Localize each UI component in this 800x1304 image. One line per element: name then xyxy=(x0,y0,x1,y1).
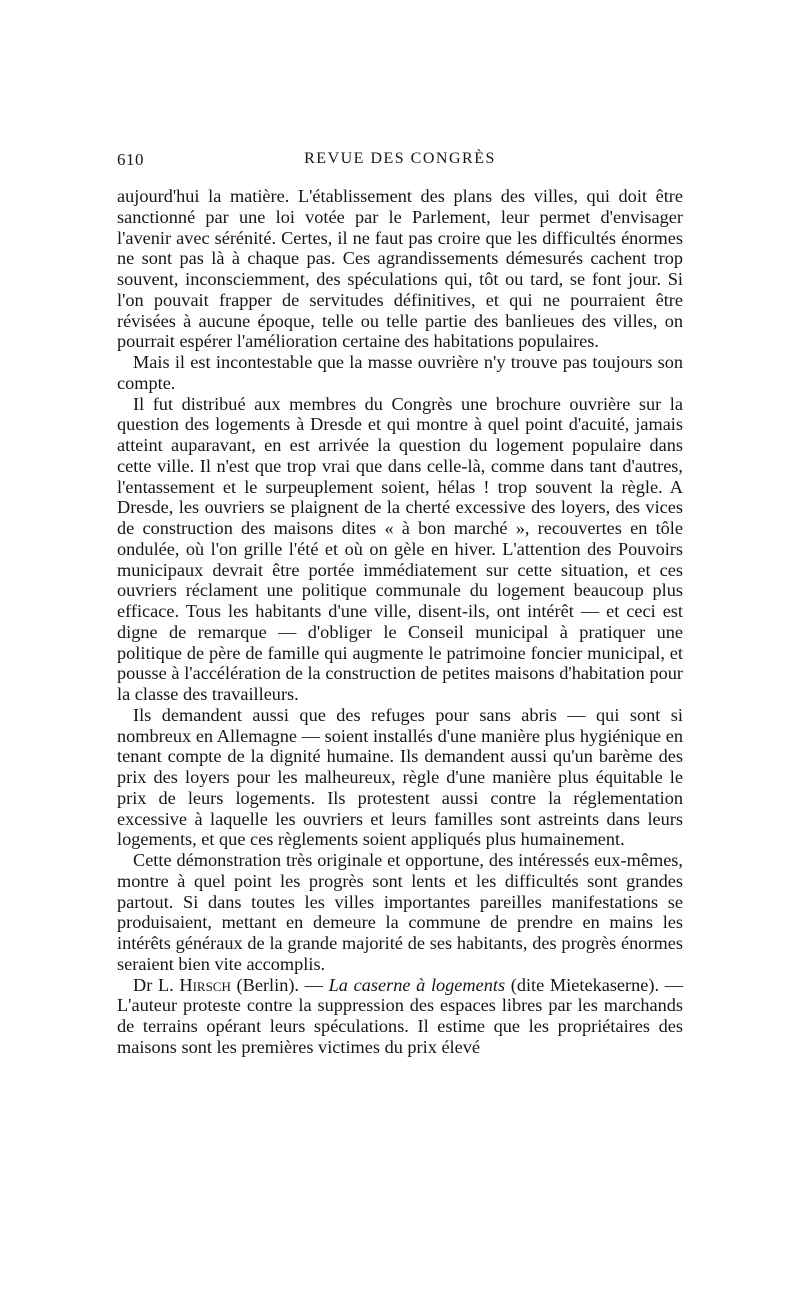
page-number: 610 xyxy=(117,150,144,169)
body-text xyxy=(117,186,683,1058)
paragraph: Mais il est incontestable que la masse ouvrière n'y trouve pas toujours son compte. xyxy=(117,352,683,393)
running-title: REVUE DES CONGRÈS xyxy=(304,150,496,167)
work-title: La caserne à logements xyxy=(328,974,506,995)
paragraph-continuation: aujourd'hui la matière. L'établissement des plans des villes, qui doit être sanctionné par une loi votée par le Parlement, leur permet d'envisager l'avenir avec sérénité. Certes, il ne faut pas croire que les difficultés énormes ne sont pas là à chaque pas. Ces agrandissements démesurés cachent trop souvent, inconsciemment, des spéculations qui, tôt ou tard, se font jour. Si l'on pouvait frapper de servitudes définitives, et qui ne pourraient être révisées à aucune époque, telle ou telle partie des banlieues des villes, on pourrait espérer l'amélioration certaine des habitations populaires. xyxy=(117,186,683,352)
paragraph: Ils demandent aussi que des refuges pour sans abris — qui sont si nombreux en Allemagne — soient installés d'une manière plus hygiénique en tenant compte de la dignité humaine. Ils demandent aussi qu'un barème des prix des loyers pour les malheureux, règle d'une manière plus équitable le prix de leurs logements. Ils protestent aussi contre la réglementation excessive à laquelle les ouvriers et leurs familles sont astreints dans leurs logements, et que ces règlements soient appliqués plus humainement. xyxy=(117,704,683,850)
page-header xyxy=(117,150,683,174)
paragraph: Il fut distribué aux membres du Congrès une brochure ouvrière sur la question des logements à Dresde et qui montre à quel point d'acuité, jamais atteint auparavant, en est arrivée la question du logement populaire dans cette ville. Il n'est que trop vrai que dans celle-là, comme dans tant d'autres, l'entassement et le surpeuplement soient, hélas ! trop souvent la règle. A Dresde, les ouvriers se plaignent de la cherté excessive des loyers, des vices de construction des maisons dites « à bon marché », recouvertes en tôle ondulée, où l'on grille l'été et où on gèle en hiver. L'attention des Pouvoirs municipaux devrait être portée immédiatement sur cette situation, et ces ouvriers réclament une politique communale du logement beaucoup plus efficace. Tous les habitants d'une ville, disent-ils, ont intérêt — et ceci est digne de remarque — d'obliger le Conseil municipal à pratiquer une politique de père de famille qui augmente le patrimoine foncier municipal, et pousse à l'accélération de la construction de petites maisons d'habitation pour la classe des travailleurs. xyxy=(117,393,683,704)
paragraph-author-entry xyxy=(117,975,683,1058)
paragraph: Cette démonstration très originale et opportune, des intéressés eux-mêmes, montre à quel point les progrès sont lents et les difficultés sont grandes partout. Si dans toutes les villes importantes pareilles manifestations se produisaient, mettant en demeure la commune de prendre en mains les intérêts généraux de la grande majorité de ses habitants, des progrès énormes seraient bien vite accomplis. xyxy=(117,850,683,974)
author-name: Hirsch xyxy=(179,974,231,995)
author-city: (Berlin). — xyxy=(230,974,329,995)
author-prefix: Dr L. xyxy=(133,974,180,995)
work-note: (dite Mietekaserne). — L'auteur proteste contre la suppression des espaces libres par les marchands de terrains opérant leurs spéculations. Il estime que les propriétaires des maisons sont les premières victimes du prix élevé xyxy=(117,974,684,1057)
